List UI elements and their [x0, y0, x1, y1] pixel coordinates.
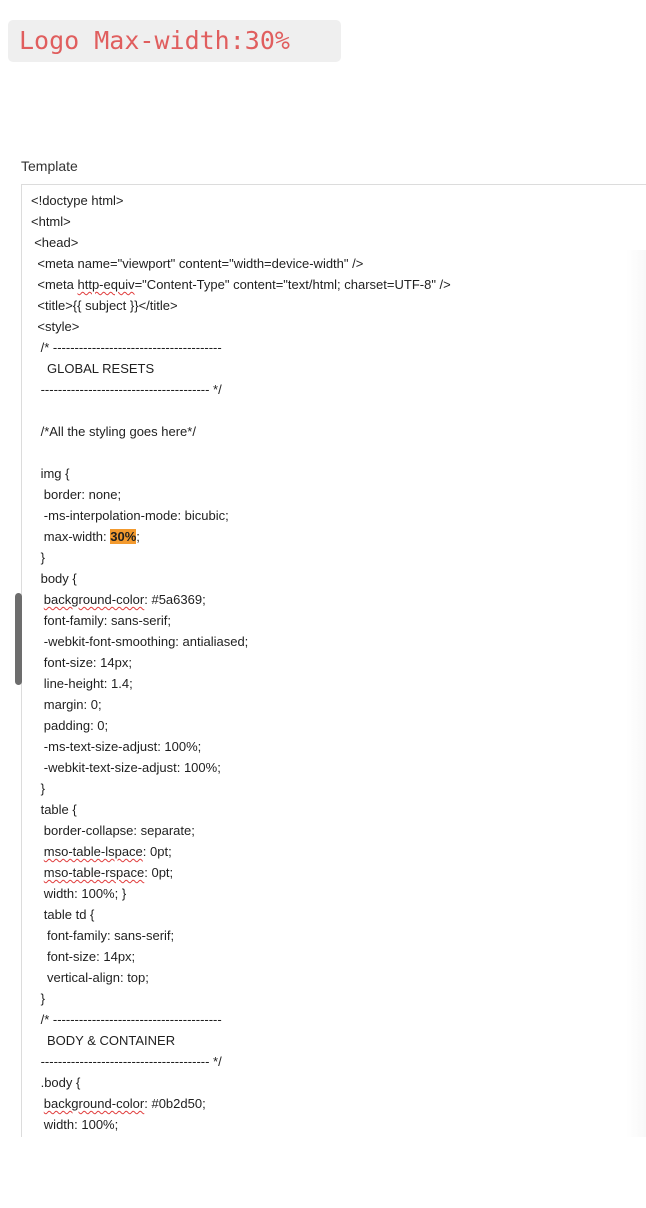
code-text: <style>	[37, 319, 80, 334]
code-line	[41, 1051, 222, 1072]
code-line	[44, 1114, 118, 1135]
code-line	[37, 316, 79, 337]
code-line	[41, 337, 222, 358]
code-line	[44, 673, 133, 694]
code-line	[44, 883, 126, 904]
code-line	[44, 526, 140, 547]
page-heading: Logo Max-width:30%	[8, 20, 341, 62]
code-text: font-size: 14px;	[43, 655, 132, 670]
code-text: width: 100%; }	[43, 886, 127, 901]
code-line	[44, 505, 229, 526]
code-text: --------------------------------------- */	[40, 382, 222, 397]
code-text: : 0pt;	[144, 865, 174, 880]
code-text: <meta name="viewport" content="width=device-width" />	[37, 256, 364, 271]
code-line	[41, 988, 45, 1009]
code-text: : 0pt;	[142, 844, 172, 859]
template-label: Template	[21, 158, 78, 174]
code-text: font-family: sans-serif;	[43, 613, 171, 628]
code-line	[41, 379, 222, 400]
code-line	[41, 568, 77, 589]
code-line	[41, 1009, 222, 1030]
code-text: <title>{{ subject }}</title>	[37, 298, 178, 313]
code-text: line-height: 1.4;	[43, 676, 133, 691]
search-highlight: 30%	[110, 529, 137, 544]
code-line	[44, 1093, 206, 1114]
code-line	[41, 463, 70, 484]
code-line	[44, 631, 249, 652]
code-text: /* ---------------------------------------	[40, 1012, 222, 1027]
code-text: /* ---------------------------------------	[40, 340, 222, 355]
code-text: body {	[40, 571, 77, 586]
code-text: width: 100%;	[43, 1117, 119, 1132]
code-line	[41, 799, 77, 820]
code-line	[44, 589, 206, 610]
code-text: img {	[40, 466, 70, 481]
code-line	[34, 232, 78, 253]
scrollbar-thumb[interactable]	[15, 593, 22, 685]
code-line	[44, 694, 102, 715]
code-line	[47, 925, 174, 946]
code-text: ;	[136, 529, 140, 544]
code-line	[41, 547, 45, 568]
spellcheck-word: mso-table-lspace	[43, 844, 143, 859]
code-line	[44, 757, 221, 778]
code-line	[44, 862, 173, 883]
code-line	[44, 841, 172, 862]
code-line	[41, 1072, 81, 1093]
code-text: <head>	[34, 235, 79, 250]
code-text: max-width:	[43, 529, 111, 544]
code-text: border: none;	[43, 487, 122, 502]
code-text: table {	[40, 802, 77, 817]
code-line	[47, 1030, 175, 1051]
code-line	[41, 421, 196, 442]
code-line	[44, 904, 95, 925]
code-line	[44, 610, 171, 631]
code-text: : #0b2d50;	[144, 1096, 206, 1111]
code-text: padding: 0;	[43, 718, 109, 733]
code-text: .body {	[40, 1075, 81, 1090]
code-line	[37, 295, 177, 316]
code-text: /*All the styling goes here*/	[40, 424, 196, 439]
code-text: <!doctype html>	[31, 193, 124, 208]
spellcheck-word: background-color	[43, 1096, 145, 1111]
code-text: <meta	[37, 277, 78, 292]
code-line	[37, 274, 450, 295]
code-text: BODY & CONTAINER	[47, 1033, 176, 1048]
code-line	[44, 652, 132, 673]
spellcheck-word: background-color	[43, 592, 145, 607]
code-text: margin: 0;	[43, 697, 102, 712]
code-text: GLOBAL RESETS	[47, 361, 155, 376]
code-text: -ms-interpolation-mode: bicubic;	[43, 508, 229, 523]
template-editor[interactable]	[21, 184, 646, 1137]
code-line	[31, 211, 71, 232]
code-text: border-collapse: separate;	[43, 823, 195, 838]
code-text: table td {	[43, 907, 95, 922]
code-text: ="Content-Type" content="text/html; charset=UTF-8" />	[134, 277, 451, 292]
code-line	[44, 736, 202, 757]
code-text: font-family: sans-serif;	[47, 928, 175, 943]
code-line	[47, 967, 149, 988]
spellcheck-word: mso-table-rspace	[43, 865, 145, 880]
code-text: -webkit-text-size-adjust: 100%;	[43, 760, 221, 775]
code-text: font-size: 14px;	[47, 949, 136, 964]
code-line	[44, 484, 121, 505]
editor-right-edge	[626, 250, 646, 1137]
code-text: --------------------------------------- */	[40, 1054, 222, 1069]
code-text: -webkit-font-smoothing: antialiased;	[43, 634, 249, 649]
code-line	[44, 820, 195, 841]
code-text: <html>	[31, 214, 71, 229]
code-text: }	[40, 550, 45, 565]
code-line	[37, 253, 363, 274]
code-line	[44, 715, 108, 736]
code-text: -ms-text-size-adjust: 100%;	[43, 739, 202, 754]
code-line	[41, 778, 45, 799]
code-line	[47, 946, 135, 967]
code-line	[31, 190, 124, 211]
code-text: : #5a6369;	[144, 592, 206, 607]
code-line	[47, 358, 154, 379]
code-text: vertical-align: top;	[47, 970, 149, 985]
spellcheck-word: http-equiv	[77, 277, 135, 292]
code-text: }	[40, 781, 45, 796]
code-text: }	[40, 991, 45, 1006]
